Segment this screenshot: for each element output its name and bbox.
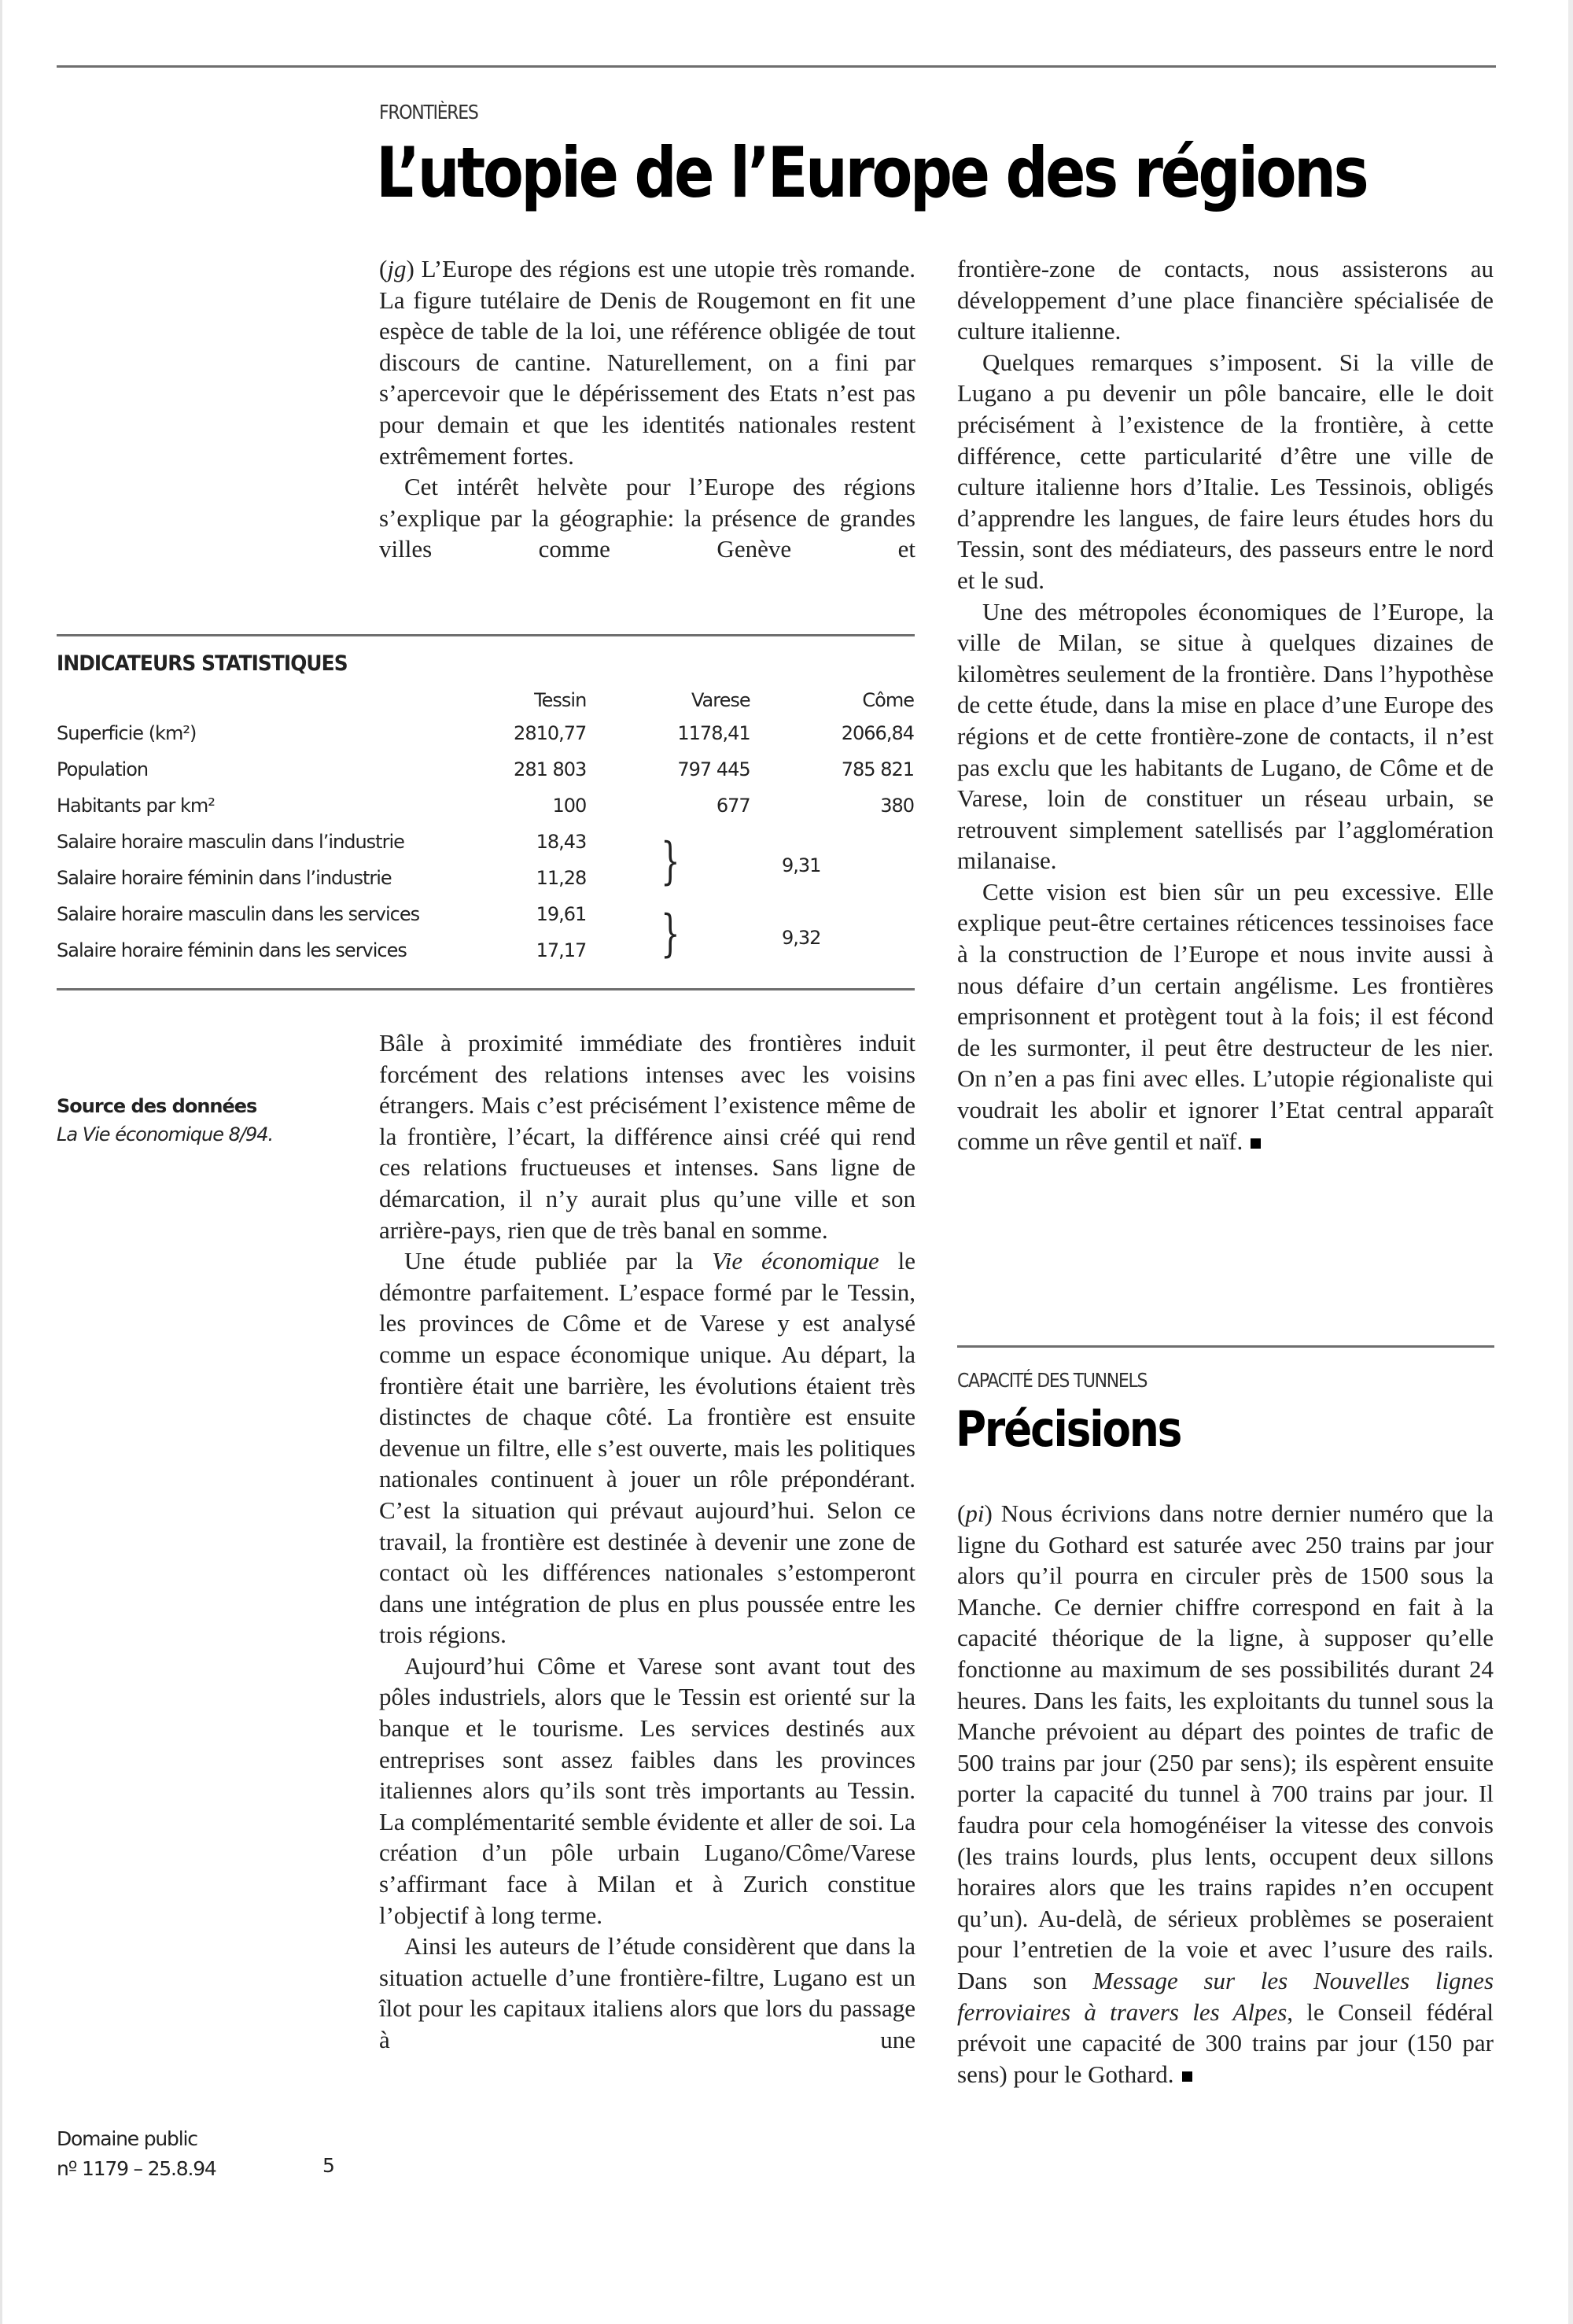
article2-top-rule: [957, 1345, 1494, 1348]
column-header: Varese: [691, 689, 750, 711]
byline: pi: [965, 1500, 985, 1527]
paragraph: Cet intérêt helvète pour l’Europe des régions s’explique par la géographie: la présence de grandes villes comme Genève et: [379, 473, 915, 563]
paragraph: Cette vision est bien sûr un peu excessive. Elle explique peut-être certaines réticences tessinoises face à la construction de l’Europe et nous invite aussi à nous défaire d’un certain angélisme. Les frontières emprisonnent et protègent tout à la fois; il est fécond de les surmonter, il peut être destructeur de les nier. On n’en a pas fini avec elles. L’utopie régionaliste qui voudrait les abolir et ignorer l’Etat central apparaît comme un rêve gentil et naïf.: [957, 877, 1494, 1155]
page-number: 5: [322, 2154, 335, 2177]
table-row: Population 281 803 797 445 785 821: [57, 758, 914, 780]
column-header: Tessin: [534, 689, 587, 711]
table-row: Salaire horaire féminin dans les services 17,17: [57, 939, 587, 961]
byline: jg: [387, 255, 407, 282]
paragraph: Quelques remarques s’imposent. Si la ville de Lugano a pu devenir un pôle bancaire, elle le doit précisément à l’existence de la frontière, à cette différence, cette particularité d’être une ville de culture italienne hors d’Italie. Les Tessinois, obligés d’apprendre les langues, de faire leurs études hors du Tessin, sont des médiateurs, des passeurs entre le nord et le sud.: [957, 348, 1494, 594]
article-kicker: FRONTIÈRES: [379, 101, 478, 124]
article-column-1-top: [379, 253, 915, 565]
source-heading: Source des données: [57, 1095, 257, 1117]
table-row: Superficie (km²) 2810,77 1178,41 2066,84: [57, 722, 914, 744]
page-edge-left: [0, 0, 2, 2324]
paragraph: (pi) Nous écrivions dans notre dernier numéro que la ligne du Gothard est saturée avec 250 trains par jour alors qu’il pourra en circuler près de 1500 sous la Manche. Ce dernier chiffre correspond en fait à la capacité théorique de la ligne, à supposer qu’elle fonctionne au maximum de ses possibilités durant 24 heures. Dans les faits, les exploitants du tunnel sous la Manche prévoient au départ des pointes de trafic de 500 trains par jour (250 par sens); ils espèrent ensuite porter la capacité du tunnel à 700 trains par jour. Il faudra pour cela homogénéiser la vitesse des convois (les trains lourds, plus lents, occupent deux sillons horaires alors que les trains rapides n’en occupent qu’un). Au-delà, de sérieux problèmes se poseraient pour l’entretien de la voie et avec l’usure des rails. Dans son Message sur les Nouvelles lignes ferroviaires à travers les Alpes, le Conseil fédéral prévoit une capacité de 300 trains par jour (150 par sens) pour le Gothard.: [957, 1500, 1494, 2088]
article2-kicker: CAPACITÉ DES TUNNELS: [957, 1369, 1148, 1392]
brace-icon: }: [661, 905, 680, 963]
paragraph: frontière-zone de contacts, nous assisterons au développement d’une place financière spécialisée de culture italienne.: [957, 255, 1494, 345]
paragraph: Une des métropoles économiques de l’Europe, la ville de Milan, se situe à quelques dizaines de kilomètres seulement de la frontière. Dans l’hypothèse de cette étude, dans la mise en place d’une Europe des régions et de cette frontière-zone de contacts, il n’est pas exclu que les habitants de Lugano, de Côme et de Varese, loin de constituer un réseau urbain, se retrouvent simplement satellisés par l’agglomération milanaise.: [957, 597, 1494, 875]
article2-body: [957, 1498, 1494, 2090]
paragraph: Bâle à proximité immédiate des frontières induit forcément des relations intenses avec les voisins étrangers. Mais c’est précisément l’existence même de la frontière, l’écart, la différence ainsi créé qui rend ces relations fructueuses et intenses. Sans ligne de démarcation, il n’y aurait plus qu’une ville et son arrière-pays, rien que de très banal en somme.: [379, 1029, 915, 1244]
publication-footer: [57, 2124, 216, 2184]
publication-name: Domaine public: [57, 2127, 197, 2150]
end-mark-icon: [1251, 1138, 1261, 1149]
table-row: Salaire horaire féminin dans l’industrie 11,28: [57, 867, 587, 889]
article-title: L’utopie de l’Europe des régions: [376, 132, 1367, 213]
table-row: Habitants par km² 100 677 380: [57, 795, 914, 817]
table-row: Salaire horaire masculin dans les services 19,61: [57, 903, 587, 925]
stats-table: [57, 685, 914, 968]
stats-top-rule: [57, 634, 915, 636]
table-row: Salaire horaire masculin dans l’industrie 18,43: [57, 831, 587, 853]
top-rule: [57, 65, 1496, 68]
end-mark-icon: [1182, 2071, 1192, 2082]
paragraph: Ainsi les auteurs de l’étude considèrent que dans la situation actuelle d’une frontière-filtre, Lugano est un îlot pour les capitaux italiens alors que lors du passage à une: [379, 1932, 915, 2053]
brace-icon: }: [661, 832, 680, 891]
stats-bottom-rule: [57, 988, 915, 990]
column-header: Côme: [862, 689, 914, 711]
italy-industry-wage: 9,31: [782, 854, 821, 876]
source-note: [57, 1092, 273, 1149]
issue-info: nº 1179 – 25.8.94: [57, 2157, 216, 2180]
stats-title: INDICATEURS STATISTIQUES: [57, 651, 348, 676]
stats-header-row: [57, 685, 914, 715]
article2-title: Précisions: [956, 1400, 1181, 1458]
italy-services-wage: 9,32: [782, 927, 821, 949]
paragraph: Aujourd’hui Côme et Varese sont avant tout des pôles industriels, alors que le Tessin est orienté sur la banque et le tourisme. Les services destinés aux entreprises sont assez faibles dans les provinces italiennes alors qu’ils sont très importants au Tessin. La complémentarité semble évidente et aller de soi. La création d’un pôle urbain Lugano/Côme/Varese s’affirmant face à Milan et à Zurich constitue l’objectif à long terme.: [379, 1651, 915, 1929]
page-edge-right: [1568, 0, 1573, 2324]
paragraph: (jg) L’Europe des régions est une utopie très romande. La figure tutélaire de Denis de Rougemont en fit une espèce de table de la loi, une référence obligée de tout discours de cantine. Naturellement, on a fini par s’apercevoir que le dépérissement des Etats n’est pas pour demain et que les identités nationales restent extrêmement fortes.: [379, 255, 915, 470]
paragraph: Une étude publiée par la Vie économique le démontre parfaitement. L’espace formé par le Tessin, les provinces de Côme et de Varese y est analysé comme un espace économique unique. Au départ, la frontière était une barrière, les évolutions étaient très distinctes de chaque côté. La frontière est ensuite devenue un filtre, elle s’est ouverte, mais les politiques nationales continuent à jouer un rôle prépondérant. C’est la situation qui prévaut aujourd’hui. Selon ce travail, la frontière est destinée à devenir une zone de contact où les différences nationales s’estomperont dans une intégration de plus en plus poussée entre les trois régions.: [379, 1247, 915, 1649]
stats-box: [57, 651, 914, 968]
article-column-1-bottom: [379, 1027, 915, 2056]
source-value: La Vie économique 8/94.: [57, 1123, 274, 1145]
article-column-2: [957, 253, 1494, 1156]
